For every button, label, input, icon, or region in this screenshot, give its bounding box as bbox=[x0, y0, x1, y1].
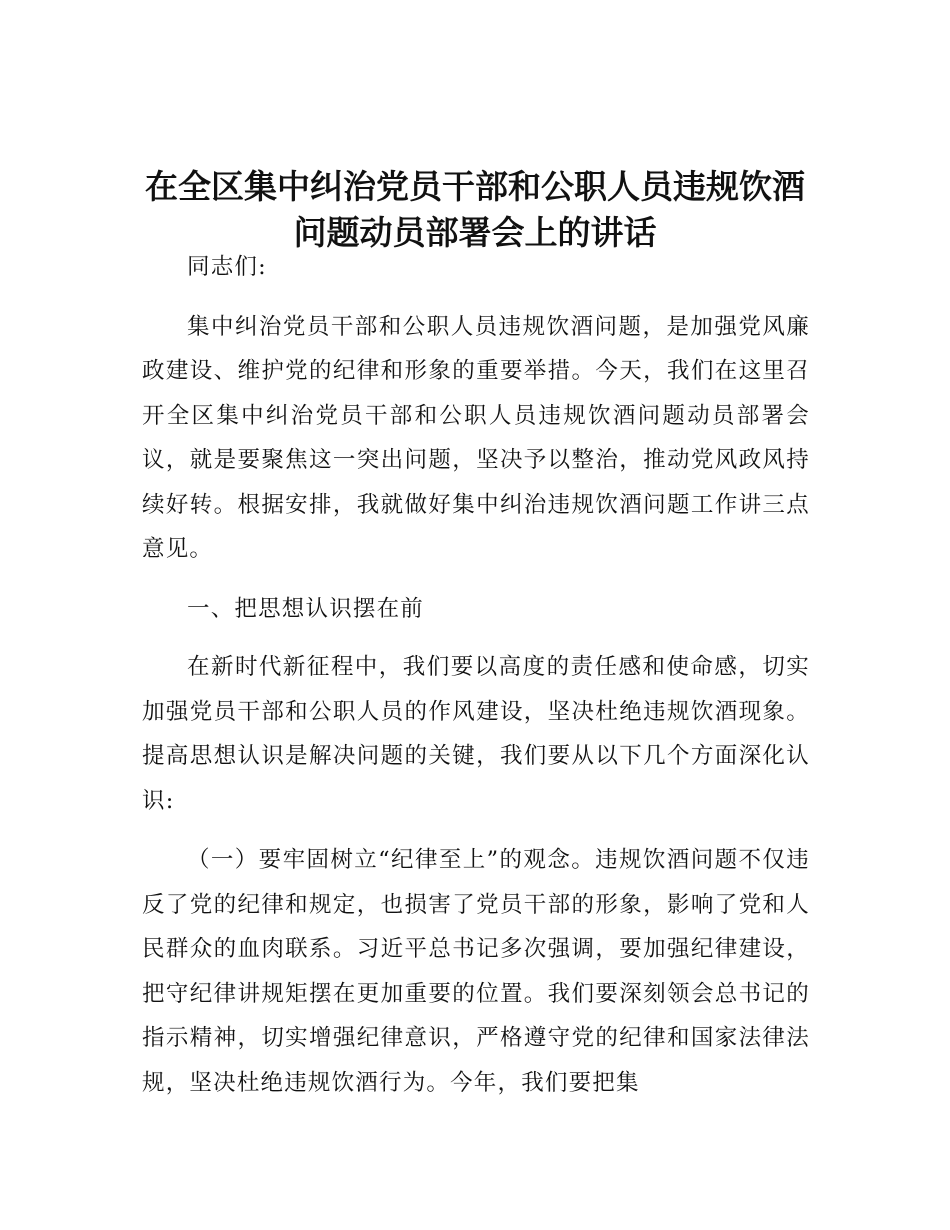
intro-paragraph: 集中纠治党员干部和公职人员违规饮酒问题，是加强党风廉政建设、维护党的纪律和形象的重要举措。今天，我们在这里召开全区集中纠治党员干部和公职人员违规饮酒问题动员部署会议，就是要聚焦这一突出问题，坚决予以整治，推动党风政风持续好转。根据安排，我就做好集中纠治违规饮酒问题工作讲三点意见。 bbox=[142, 313, 810, 562]
document-body bbox=[142, 245, 810, 1120]
section-paragraph-1: 在新时代新征程中，我们要以高度的责任感和使命感，切实加强党员干部和公职人员的作风建设，坚决杜绝违规饮酒现象。提高思想认识是解决问题的关键，我们要从以下几个方面深化认识: bbox=[142, 654, 810, 814]
document-title-line-2: 问题动员部署会上的讲话 bbox=[293, 213, 657, 252]
section-heading: 一、把思想认识摆在前 bbox=[187, 595, 425, 622]
salutation: 同志们: bbox=[187, 254, 267, 280]
section-paragraph-2: （一）要牢固树立“纪律至上”的观念。违规饮酒问题不仅违反了党的纪律和规定，也损害了党员干部的形象，影响了党和人民群众的血肉联系。习近平总书记多次强调，要加强纪律建设，把守纪律讲规矩摆在更加重要的位置。我们要深刻领会总书记的指示精神，切实增强纪律意识，严格遵守党的纪律和国家法律法规，坚决杜绝违规饮酒行为。今年，我们要把集 bbox=[142, 847, 810, 1096]
document-title-line-1: 在全区集中纠治党员干部和公职人员违规饮酒 bbox=[145, 167, 805, 206]
